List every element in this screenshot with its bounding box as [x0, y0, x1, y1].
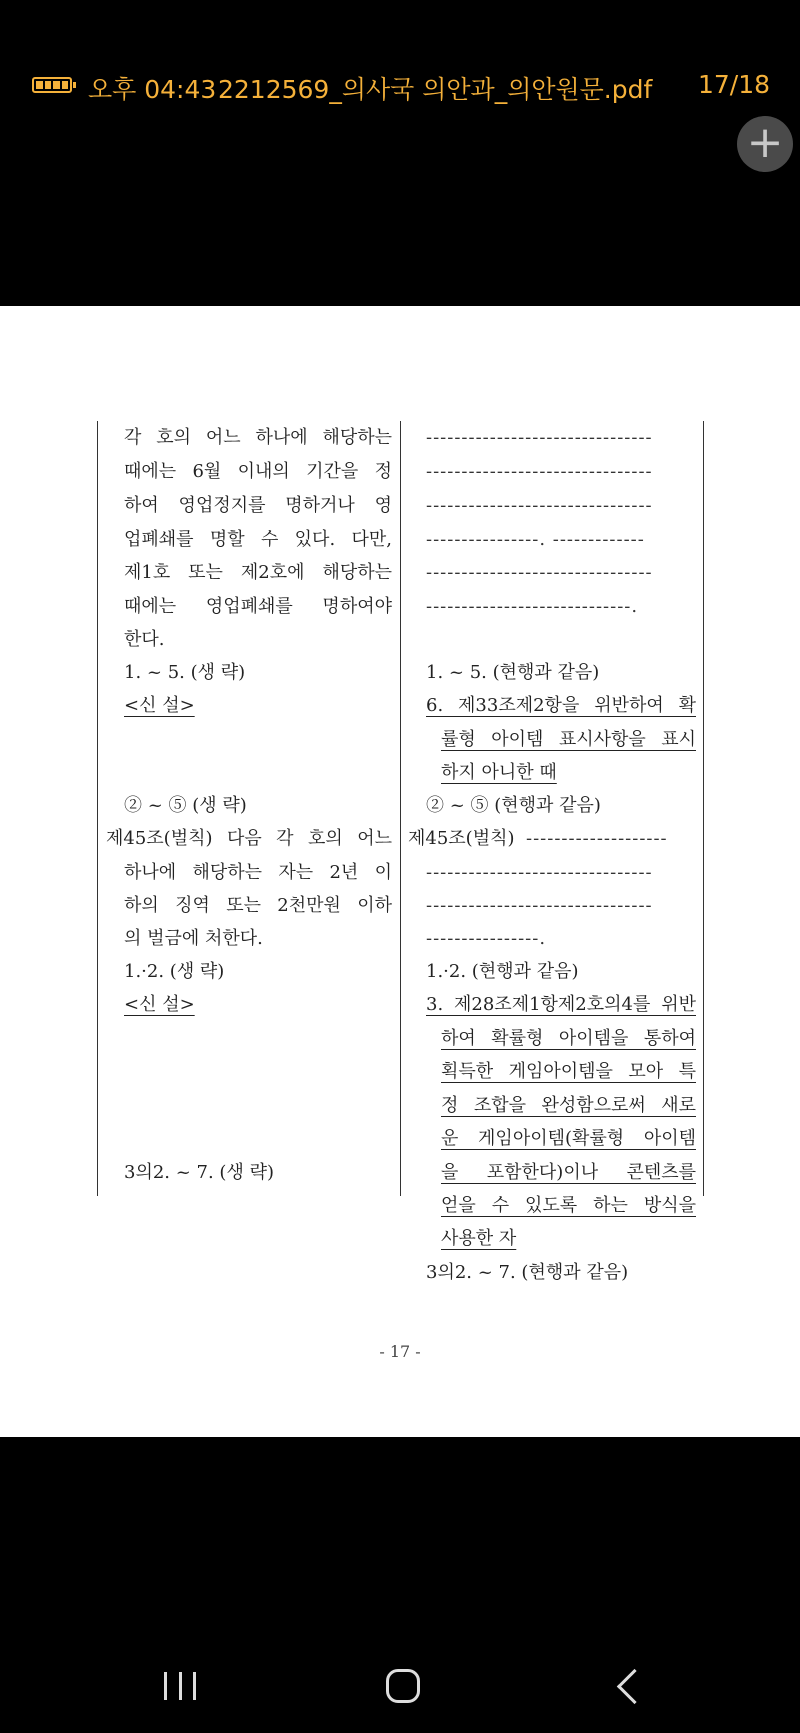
- left-text-line: 의 벌금에 처한다.: [124, 928, 263, 949]
- right-amended-line: 정 조합을 완성함으로써 새로: [441, 1095, 696, 1116]
- right-dash-line: --------------------------------: [426, 562, 653, 583]
- right-article-heading: 제45조(벌칙): [408, 828, 515, 849]
- right-amended-line: 을 포함한다)이나 콘텐츠를: [441, 1162, 696, 1183]
- right-amended-line: 3. 제28조제1항제2호의4를 위반: [426, 994, 696, 1015]
- left-text-line: 3의2. ~ 7. (생 략): [124, 1162, 274, 1183]
- right-text-line: 1. ~ 5. (현행과 같음): [426, 662, 600, 683]
- right-amended-line: 하여 확률형 아이템을 통하여: [441, 1028, 696, 1049]
- right-amended-line: 운 게임아이템(확률형 아이템: [441, 1128, 696, 1149]
- pdf-page: [0, 306, 800, 1437]
- right-dash-line: ----------------.: [426, 928, 547, 949]
- left-text-line: 업폐쇄를 명할 수 있다. 다만,: [124, 529, 392, 550]
- right-dash-line: --------------------------------: [426, 495, 653, 516]
- left-new-marker: <신 설>: [124, 695, 195, 716]
- battery-icon: [32, 77, 72, 93]
- left-text-line: 1. ~ 5. (생 략): [124, 662, 246, 683]
- right-amended-line: 6. 제33조제2항을 위반하여 확: [426, 695, 696, 716]
- right-dash-line: -----------------------------.: [426, 596, 639, 617]
- left-text-line: 한다.: [124, 629, 165, 650]
- right-dash-line: --------------------------------: [426, 895, 653, 916]
- home-icon[interactable]: [386, 1669, 420, 1703]
- left-text-line: 때에는 6월 이내의 기간을 정: [124, 461, 392, 482]
- right-dash-line: --------------------------------: [426, 427, 653, 448]
- right-text-line: 1.·2. (현행과 같음): [426, 961, 579, 982]
- right-text-line: 3의2. ~ 7. (현행과 같음): [426, 1262, 629, 1283]
- recent-apps-icon[interactable]: [164, 1672, 196, 1700]
- table-middle-border: [400, 421, 401, 1196]
- navigation-bar: [0, 1640, 800, 1730]
- table-right-border: [703, 421, 704, 1196]
- right-amended-line: 얻을 수 있도록 하는 방식을: [441, 1195, 696, 1216]
- plus-icon[interactable]: +: [737, 116, 793, 172]
- left-text-line: 제1호 또는 제2호에 해당하는: [124, 562, 392, 583]
- status-bar: [0, 66, 800, 106]
- document-title: 2212569_의사국 의안과_의안원문.pdf: [218, 75, 653, 104]
- left-text-line: 하나에 해당하는 자는 2년 이: [124, 862, 392, 883]
- right-dash-line: --------------------------------: [426, 461, 653, 482]
- status-time: 오후 04:43: [88, 75, 217, 104]
- page-indicator: 17/18: [697, 70, 770, 99]
- left-article-heading: 제45조(벌칙) 다음 각 호의 어느: [106, 828, 392, 849]
- right-amended-line: 획득한 게임아이템을 모아 특: [441, 1061, 696, 1082]
- right-dash-line: ----------------. -------------: [426, 529, 645, 550]
- left-text-line: 하여 영업정지를 명하거나 영: [124, 495, 392, 516]
- right-amended-line: 사용한 자: [441, 1228, 517, 1249]
- right-amended-line: 하지 아니한 때: [441, 762, 557, 783]
- right-dash-line: --------------------------------: [426, 862, 653, 883]
- left-text-line: 각 호의 어느 하나에 해당하는: [124, 427, 392, 448]
- page-number: - 17 -: [379, 1342, 421, 1361]
- left-new-marker: <신 설>: [124, 994, 195, 1015]
- left-text-line: 하의 징역 또는 2천만원 이하: [124, 895, 392, 916]
- right-amended-line: 률형 아이템 표시사항을 표시: [441, 729, 696, 750]
- left-text-line: ② ~ ⑤ (생 략): [124, 795, 247, 816]
- right-text-line: ② ~ ⑤ (현행과 같음): [426, 795, 601, 816]
- right-dash-line: --------------------: [526, 828, 668, 849]
- left-text-line: 1.·2. (생 략): [124, 961, 225, 982]
- back-icon[interactable]: [617, 1669, 652, 1704]
- left-text-line: 때에는 영업폐쇄를 명하여야: [124, 596, 392, 617]
- table-left-border: [97, 421, 98, 1196]
